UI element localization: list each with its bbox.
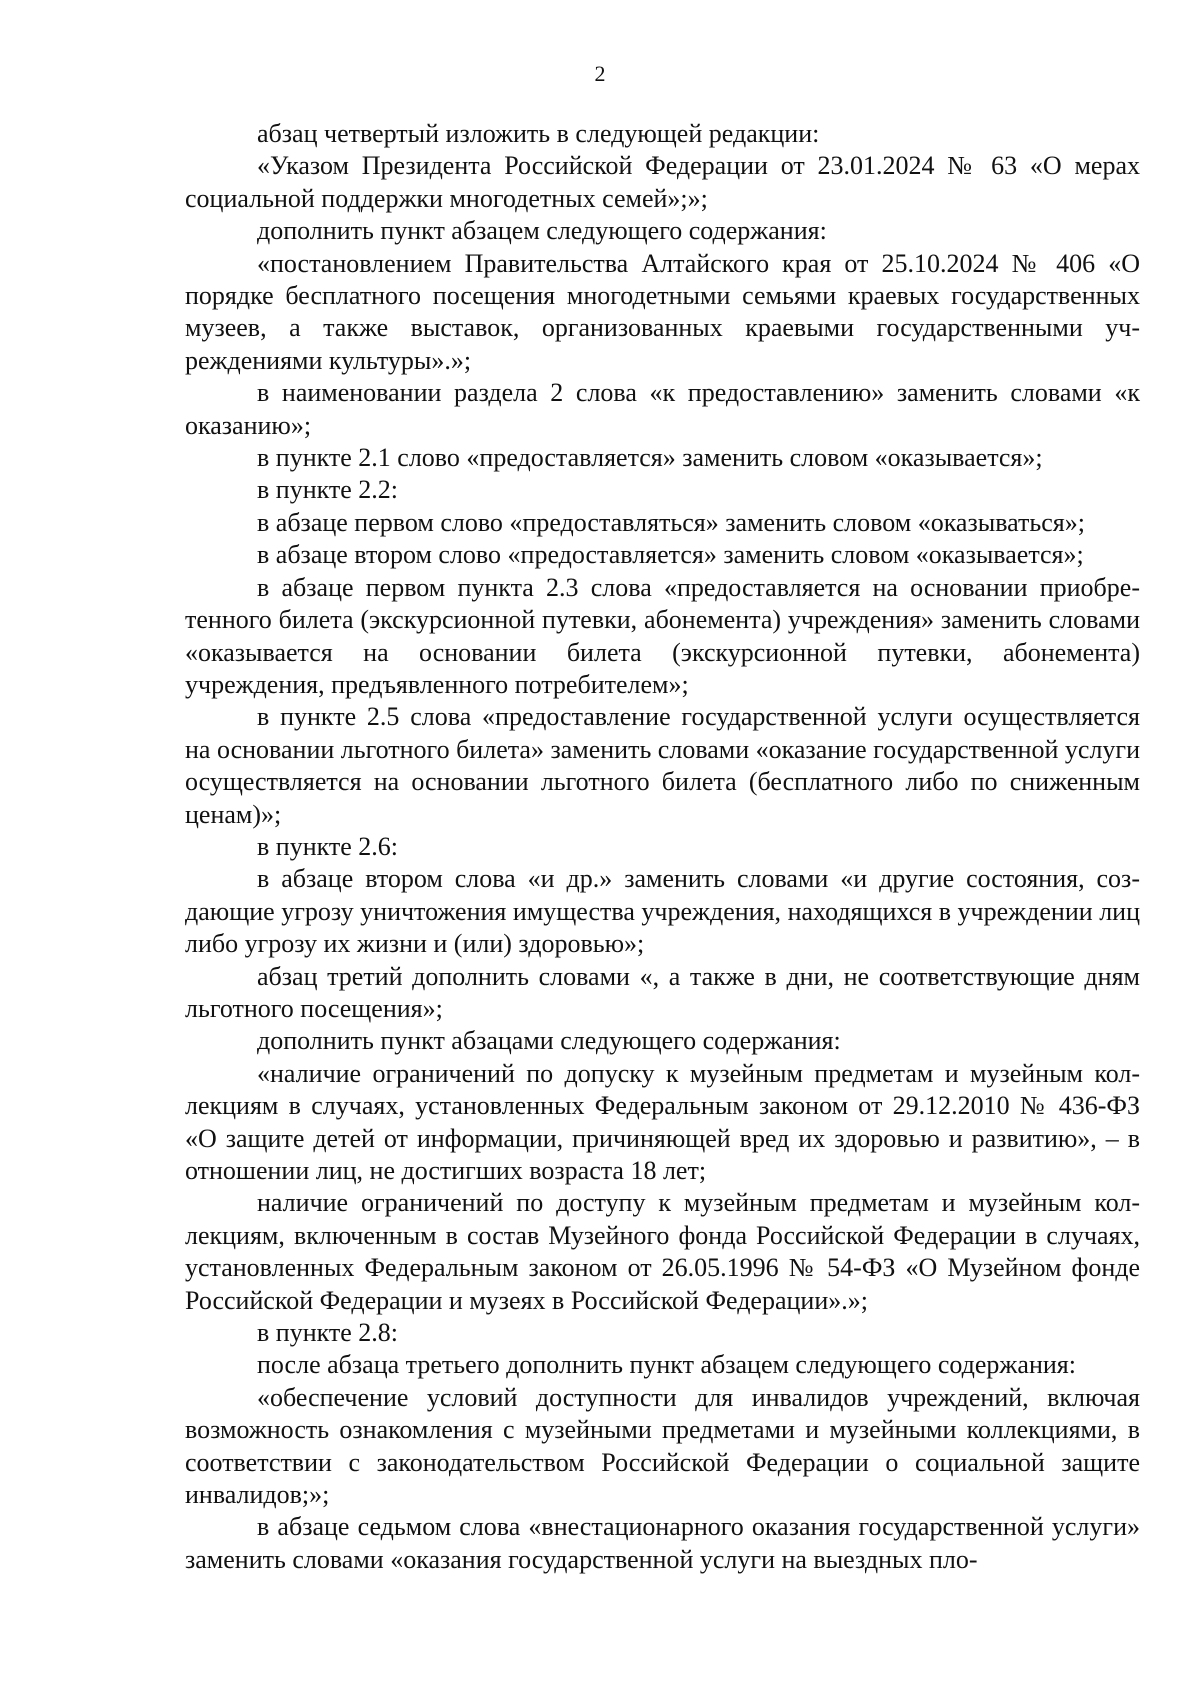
paragraph: в пункте 2.8: xyxy=(257,1318,399,1348)
paragraph: абзац третий дополнить словами «, а также в дни, не соответствующие дням льготного посещения»; xyxy=(185,961,1140,1023)
paragraph: наличие ограничений по доступу к музейным предметам и музейным коллекциям, включенным в состав Музейного фонда Российской Федерации в случаях, установленных Федеральным законом от 26.05.1996 № 54-ФЗ «О Музейном фонде Российской Федерации и музеях в Российской Федерации».»; xyxy=(185,1188,1140,1315)
paragraph: «Указом Президента Российской Федерации от 23.01.2024 № 63 «О мерах социальной поддержки многодетных семей»;»; xyxy=(185,151,1140,213)
page-number: 2 xyxy=(594,61,606,86)
paragraph: абзац четвертый изложить в следующей редакции: xyxy=(257,119,820,148)
paragraph: дополнить пункт абзацами следующего содержания: xyxy=(257,1026,841,1056)
paragraph: в наименовании раздела 2 слова «к предоставлению» заменить словами «к оказанию»; xyxy=(185,378,1140,440)
paragraph: в пункте 2.5 слова «предоставление государственной услуги осуществляется на основании льготного билета» заменить словами «оказание государственной услуги осуществляется на основании льготного билета (бесплатного либо по сниженным ценам)»; xyxy=(185,702,1141,829)
paragraph: в абзаце втором слова «и др.» заменить словами «и другие состояния, создающие угрозу уничтожения имущества учреждения, находящихся в учреждении лиц либо угрозу их жизни и (или) здоровью»; xyxy=(185,864,1140,959)
paragraph: «наличие ограничений по допуску к музейным предметам и музейным коллекциям в случаях, установленных Федеральным законом от 29.12.2010 № 436-ФЗ «О защите детей от информации, причиняющей вред их здоровью и развитию», – в отношении лиц, не достигших возраста 18 лет; xyxy=(185,1058,1140,1185)
paragraph: «обеспечение условий доступности для инвалидов учреждений, включая возможность ознакомления с музейными предметами и музейными коллекциями, в соответствии с законодательством Российской Федерации о социальной защите инвалидов;»; xyxy=(185,1382,1140,1510)
paragraph: в пункте 2.1 слово «предоставляется» заменить словом «оказывается»; xyxy=(257,443,1043,473)
paragraph: в абзаце первом пункта 2.3 слова «предоставляется на основании приобретенного билета (экскурсионной путевки, абонемента) учреждения» заменить словами «оказывается на основании билета (экскурсионной путевки, абонемента) учреждения, предъявленного потребителем»; xyxy=(185,572,1140,699)
paragraph: в абзаце втором слово «предоставляется» заменить словом «оказывается»; xyxy=(257,540,1084,570)
paragraph: в пункте 2.2: xyxy=(257,475,399,505)
paragraph: «постановлением Правительства Алтайского края от 25.10.2024 № 406 «О порядке бесплатного посещения многодетными семьями краевых государственных музеев, а также выставок, организованных краевыми государственными учреждениями культуры».»; xyxy=(185,248,1140,375)
paragraph: в пункте 2.6: xyxy=(257,831,399,861)
paragraph: после абзаца третьего дополнить пункт абзацем следующего содержания: xyxy=(257,1350,1076,1380)
paragraph: в абзаце первом слово «предоставляться» заменить словом «оказываться»; xyxy=(257,507,1085,537)
paragraph: дополнить пункт абзацем следующего содержания: xyxy=(257,216,827,246)
paragraph: в абзаце седьмом слова «внестационарного оказания государственной услуги» заменить словами «оказания государственной услуги на выездных пло- xyxy=(185,1512,1140,1574)
document-body xyxy=(185,118,1140,1576)
